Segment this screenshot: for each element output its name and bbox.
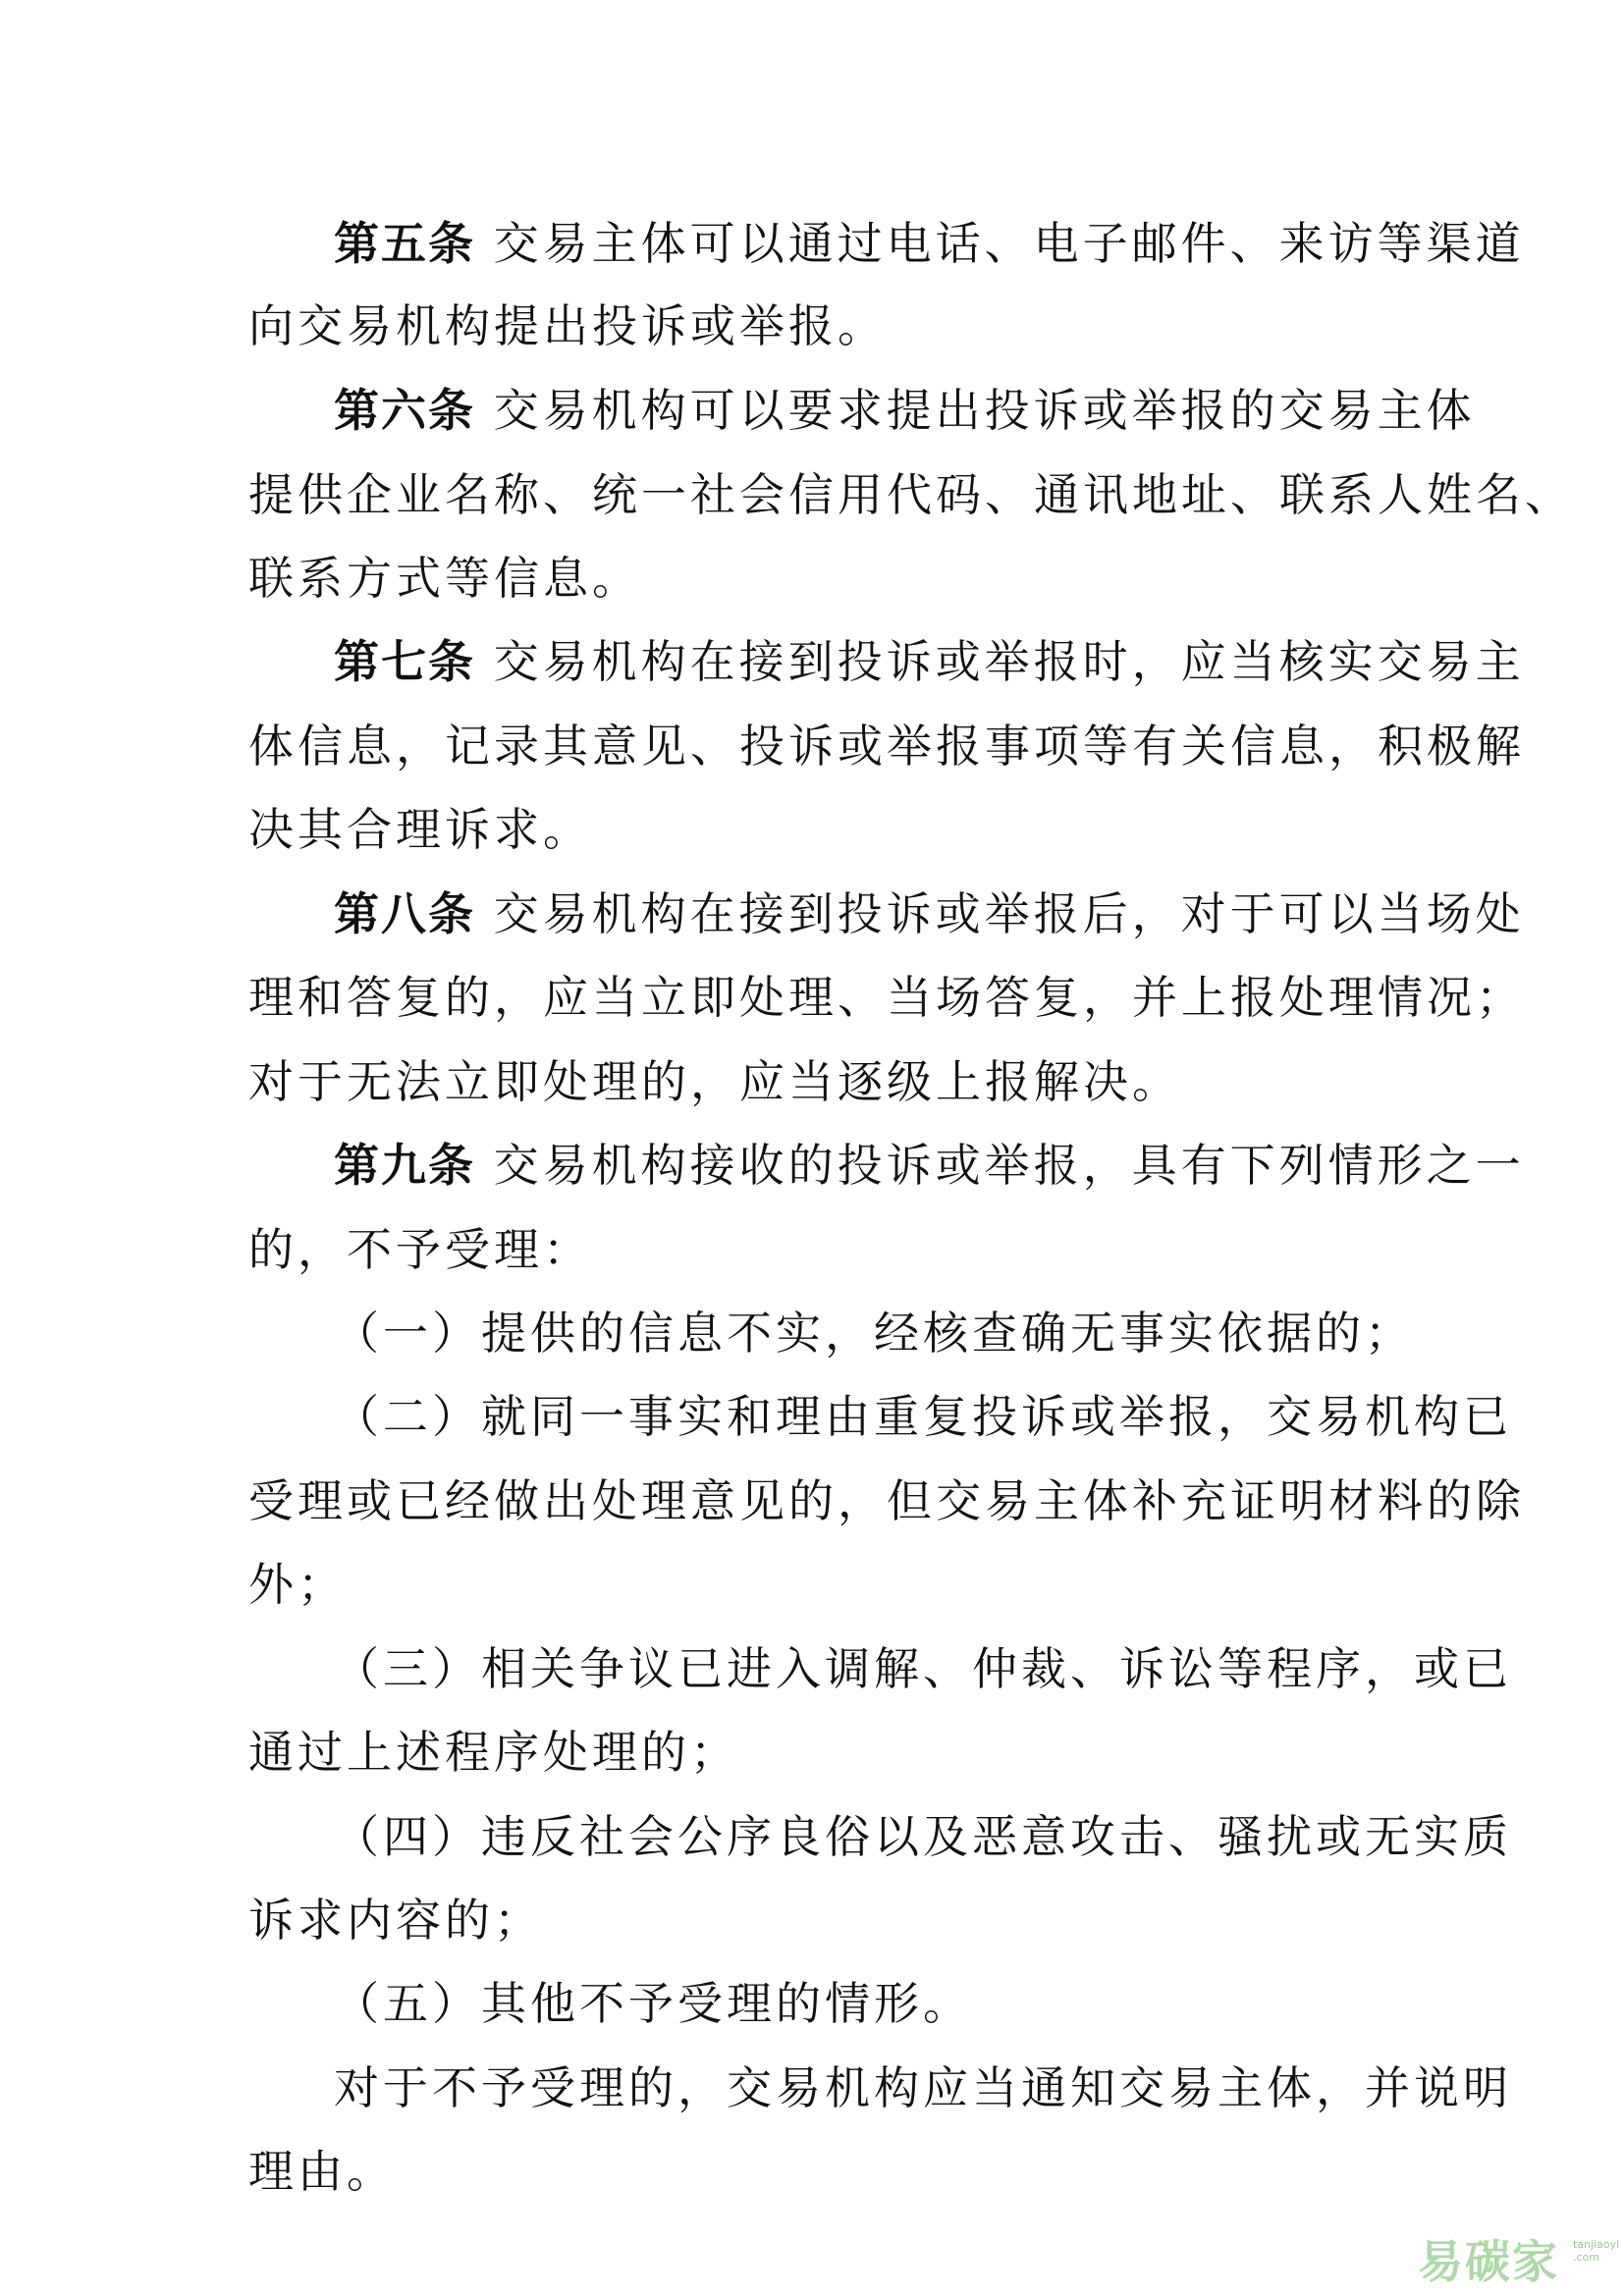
- paragraph-text: 决其合理诉求。: [248, 803, 592, 856]
- article-8-heading: 第八条: [334, 887, 475, 940]
- article-8-text: 交易机构在接到投诉或举报后，对于可以当场处: [475, 887, 1525, 940]
- item-2-line-3: [248, 1556, 1378, 1613]
- list-item-text: （四）违反社会公序良俗以及恶意攻击、骚扰或无实质: [334, 1810, 1512, 1863]
- article-7-heading: 第七条: [334, 635, 475, 688]
- item-3-line-1: [334, 1640, 1512, 1697]
- item-5: [334, 1975, 1463, 2032]
- article-6-text: 交易机构可以要求提出投诉或举报的交易主体: [475, 384, 1476, 437]
- article-8-line-3: [248, 1053, 1378, 1110]
- item-2-line-2: [248, 1472, 1525, 1529]
- paragraph-text: 体信息，记录其意见、投诉或举报事项等有关信息，积极解: [248, 720, 1525, 773]
- watermark-logo: [1406, 2220, 1620, 2289]
- paragraph-text: 对于无法立即处理的，应当逐级上报解决。: [248, 1055, 1181, 1108]
- watermark-text: 易碳家: [1418, 2235, 1559, 2288]
- article-9-line-1: [334, 1137, 1525, 1194]
- watermark-domain-line-1: tanjiaoyi: [1573, 2238, 1620, 2251]
- item-2-line-1: [334, 1388, 1512, 1445]
- item-4-line-1: [334, 1808, 1512, 1865]
- article-6-line-3: [248, 550, 1378, 607]
- article-9-line-2: [248, 1221, 1378, 1278]
- article-7-line-3: [248, 801, 1378, 858]
- closing-line-1: [334, 2059, 1512, 2116]
- paragraph-text: 联系方式等信息。: [248, 552, 641, 605]
- article-5-heading: 第五条: [334, 217, 475, 270]
- article-9-heading: 第九条: [334, 1139, 475, 1192]
- paragraph-text: 的，不予受理：: [248, 1223, 592, 1276]
- paragraph-text: 对于不予受理的，交易机构应当通知交易主体，并说明: [334, 2061, 1512, 2114]
- article-5-text: 交易主体可以通过电话、电子邮件、来访等渠道: [475, 217, 1525, 270]
- closing-line-2: [248, 2143, 1378, 2200]
- list-item-text: （二）就同一事实和理由重复投诉或举报，交易机构已: [334, 1390, 1512, 1443]
- list-item-text: （一）提供的信息不实，经核查确无事实依据的；: [334, 1307, 1414, 1360]
- article-7-line-1: [334, 633, 1525, 690]
- list-item-text: （五）其他不予受理的情形。: [334, 1977, 972, 2030]
- watermark-domain-line-2: .com: [1573, 2251, 1599, 2264]
- paragraph-text: 理由。: [248, 2145, 396, 2198]
- item-1: [334, 1305, 1463, 1362]
- article-5-line-1: [334, 215, 1525, 272]
- article-8-line-2: [248, 969, 1525, 1026]
- list-item-text: 受理或已经做出处理意见的，但交易主体补充证明材料的除: [248, 1474, 1525, 1527]
- list-item-text: 外；: [248, 1558, 347, 1611]
- paragraph-text: 提供企业名称、统一社会信用代码、通讯地址、联系人姓名、: [248, 468, 1574, 521]
- article-6-heading: 第六条: [334, 384, 475, 437]
- list-item-text: 诉求内容的；: [248, 1894, 543, 1947]
- article-8-line-1: [334, 885, 1525, 942]
- watermark-domain: [1573, 2238, 1619, 2264]
- article-6-line-2: [248, 466, 1574, 523]
- article-9-text: 交易机构接收的投诉或举报，具有下列情形之一: [475, 1139, 1525, 1192]
- paragraph-text: 向交易机构提出投诉或举报。: [248, 299, 887, 352]
- list-item-text: 通过上述程序处理的；: [248, 1726, 739, 1779]
- article-7-text: 交易机构在接到投诉或举报时，应当核实交易主: [475, 635, 1525, 688]
- article-7-line-2: [248, 718, 1525, 774]
- article-5-line-2: [248, 297, 1378, 354]
- paragraph-text: 理和答复的，应当立即处理、当场答复，并上报处理情况；: [248, 971, 1525, 1024]
- list-item-text: （三）相关争议已进入调解、仲裁、诉讼等程序，或已: [334, 1642, 1512, 1695]
- article-6-line-1: [334, 382, 1476, 439]
- item-3-line-2: [248, 1724, 1378, 1781]
- item-4-line-2: [248, 1892, 1378, 1949]
